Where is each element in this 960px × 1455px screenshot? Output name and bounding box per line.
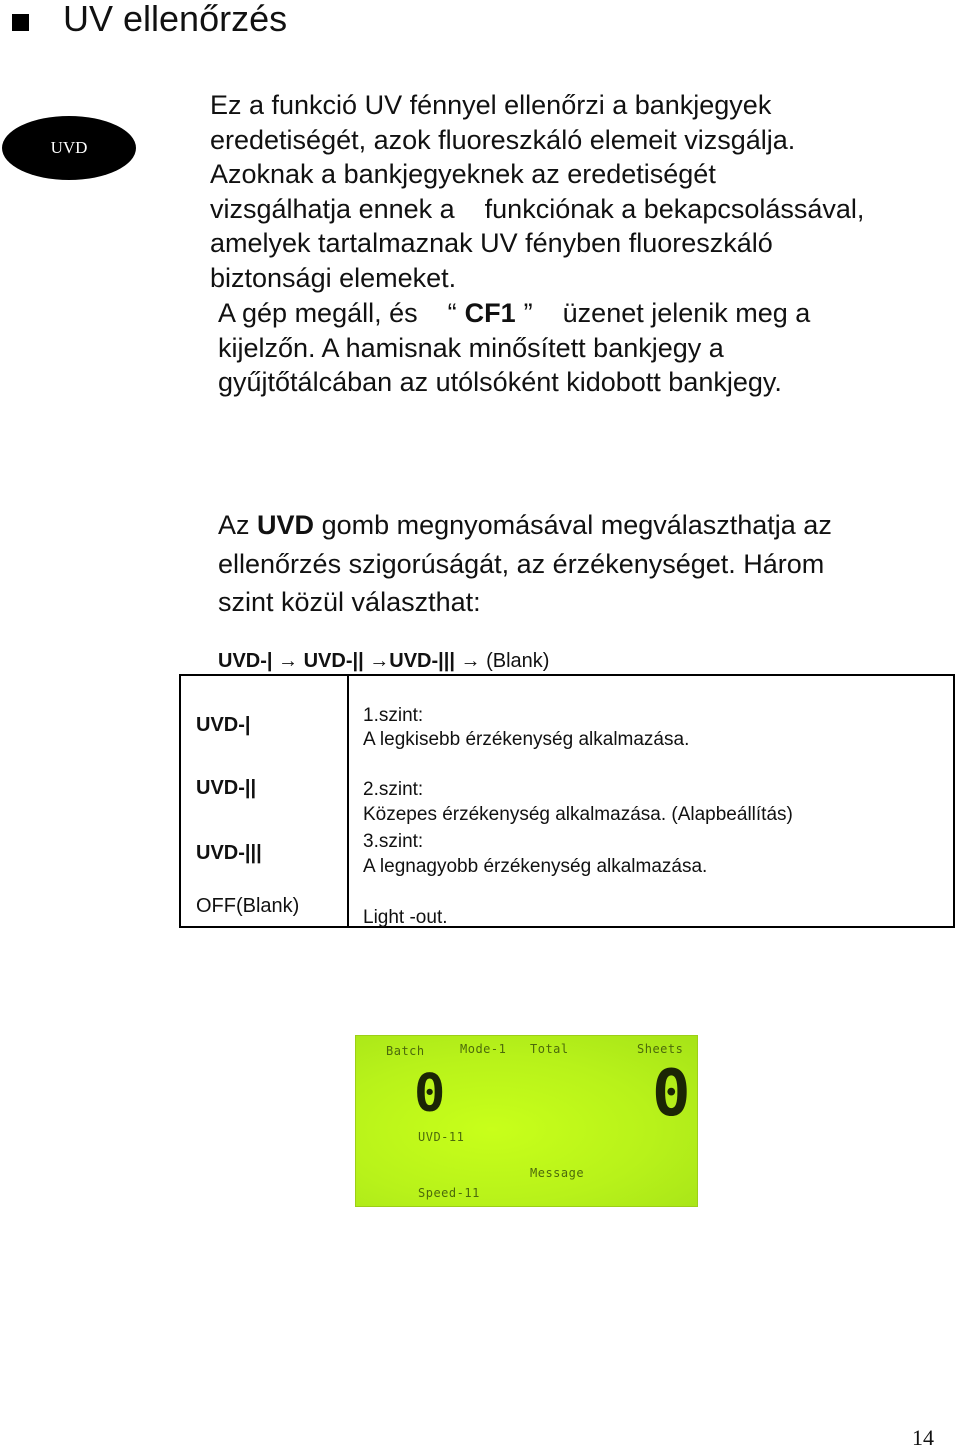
level-code: UVD-| bbox=[196, 714, 251, 736]
sensitivity-line: szint közül választhat: bbox=[218, 587, 481, 617]
level-description: 3.szint: bbox=[363, 831, 424, 852]
arrow-right-icon: → bbox=[460, 650, 481, 672]
lcd-message-label: Message bbox=[530, 1166, 585, 1180]
sensitivity-line1-rest: gomb megnyomásával megválaszthatja az bbox=[321, 510, 832, 540]
intro-line: vizsgálhatja ennek a funkciónak a bekapcsolássával, bbox=[210, 193, 865, 224]
sensitivity-first-line bbox=[218, 506, 953, 545]
level-description: 1.szint: bbox=[363, 705, 424, 726]
sequence-item: UVD-| bbox=[218, 650, 273, 672]
intro-line: amelyek tartalmaznak UV fényben fluoreszkáló bbox=[210, 228, 773, 258]
stop-note-prefix: A gép megáll, és bbox=[218, 298, 418, 328]
lcd-mode-label: Mode-1 bbox=[460, 1042, 507, 1056]
lcd-batch-label: Batch bbox=[386, 1044, 425, 1058]
level-description: 2.szint: bbox=[363, 779, 424, 800]
table-divider bbox=[347, 676, 349, 926]
level-code: UVD-|| bbox=[196, 777, 257, 799]
level-sequence bbox=[218, 648, 549, 674]
sensitivity-prefix: Az bbox=[218, 510, 250, 540]
sensitivity-line: ellenőrzés szigorúságát, az érzékenységet. Három bbox=[218, 548, 825, 579]
stop-note-line: gyűjtőtálcában az utólsóként kidobott bankjegy. bbox=[218, 367, 782, 397]
level-code: UVD-||| bbox=[196, 842, 262, 864]
sequence-item: UVD-|| bbox=[303, 650, 364, 672]
quote-close: ” bbox=[523, 298, 533, 328]
lcd-batch-digit: 0 bbox=[414, 1064, 446, 1124]
lcd-total-label: Total bbox=[530, 1042, 569, 1056]
lcd-sheets-digit: 0 bbox=[652, 1057, 691, 1131]
stop-note-line: kijelzőn. A hamisnak minősített bankjegy a bbox=[218, 332, 724, 363]
section-heading bbox=[12, 0, 287, 40]
sensitivity-paragraph bbox=[218, 506, 953, 622]
stop-note-paragraph bbox=[218, 296, 953, 400]
lcd-sheets-label: Sheets bbox=[637, 1042, 684, 1056]
intro-paragraph bbox=[210, 88, 955, 295]
level-description: Light -out. bbox=[363, 907, 448, 928]
level-description: A legnagyobb érzékenység alkalmazása. bbox=[363, 856, 708, 877]
intro-line: biztonsági elemeket. bbox=[210, 262, 457, 293]
uvd-button-name: UVD bbox=[257, 510, 315, 540]
section-title: UV ellenőrzés bbox=[63, 0, 288, 39]
intro-line: Azoknak a bankjegyeknek az eredetiségét bbox=[210, 159, 716, 189]
quote-open: “ bbox=[447, 298, 457, 328]
sequence-item: (Blank) bbox=[486, 650, 550, 672]
intro-line: Ez a funkció UV fénnyel ellenőrzi a bankjegyek bbox=[210, 90, 772, 120]
sequence-item: UVD-||| bbox=[389, 650, 455, 672]
sensitivity-levels-table bbox=[179, 674, 955, 928]
level-description: A legkisebb érzékenység alkalmazása. bbox=[363, 729, 690, 750]
lcd-speed-label: Speed-11 bbox=[418, 1186, 480, 1200]
lcd-uvd-label: UVD-11 bbox=[418, 1130, 465, 1144]
uvd-button-badge bbox=[2, 116, 136, 180]
arrow-right-icon: → bbox=[369, 650, 390, 672]
square-bullet-icon bbox=[12, 14, 29, 31]
stop-note-suffix: üzenet jelenik meg a bbox=[562, 298, 811, 328]
lcd-display-photo bbox=[355, 1035, 698, 1207]
level-code-off: OFF(Blank) bbox=[196, 895, 300, 917]
stop-note-first-line bbox=[218, 296, 953, 331]
level-description: Közepes érzékenység alkalmazása. (Alapbeállítás) bbox=[363, 804, 793, 825]
error-code-cf1: CF1 bbox=[464, 298, 516, 328]
arrow-right-icon: → bbox=[278, 650, 299, 672]
page-number: 14 bbox=[912, 1425, 934, 1450]
uvd-badge-label: UVD bbox=[50, 138, 88, 157]
intro-line: eredetiségét, azok fluoreszkáló elemeit vizsgálja. bbox=[210, 124, 796, 155]
